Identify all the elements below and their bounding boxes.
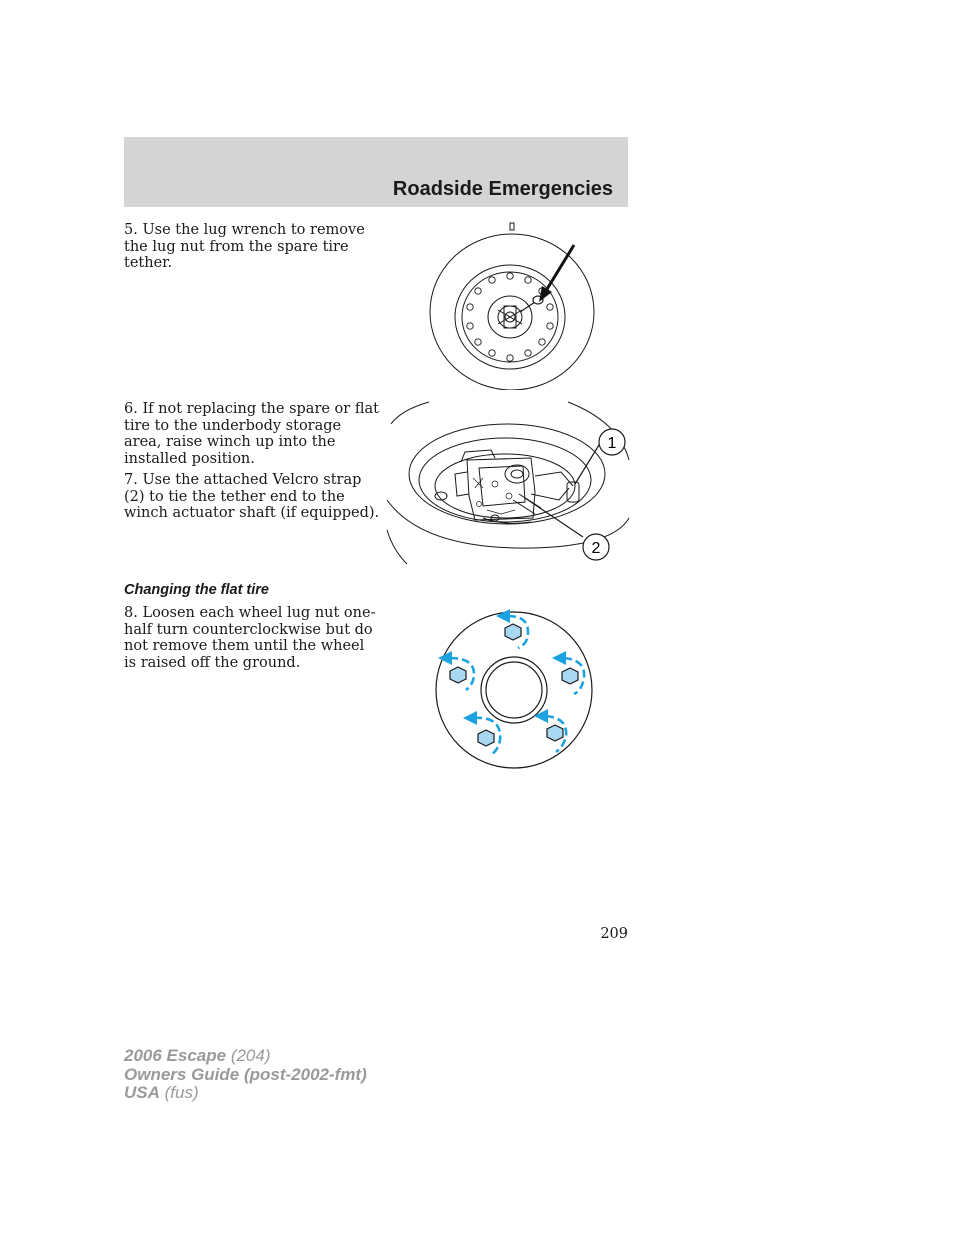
step-8-text: 8. Loosen each wheel lug nut one-half turn counterclockwise but do not remove them until the wheel is raised off the ground. <box>124 605 376 671</box>
lug-nut-icons <box>450 624 578 746</box>
spare-tire-lug-nut-figure <box>420 220 600 390</box>
callout-1-label: 1 <box>607 435 617 452</box>
footer-model-code: (204) <box>226 1046 271 1065</box>
step-6-text: 6. If not replacing the spare or flat tire to the underbody storage area, raise winch up into the installed position. <box>124 401 379 467</box>
footer-line-3 <box>124 1084 367 1103</box>
loosen-lug-nuts-figure <box>430 606 598 774</box>
document-footer <box>124 1047 367 1103</box>
callout-2-label: 2 <box>591 540 601 557</box>
footer-model: 2006 Escape <box>124 1046 227 1065</box>
section-subheading: Changing the flat tire <box>124 582 269 598</box>
page-number: 209 <box>600 926 628 942</box>
footer-market-code: (fus) <box>159 1083 199 1102</box>
footer-market: USA <box>124 1083 160 1102</box>
footer-line-2: Owners Guide (post-2002-fmt) <box>124 1064 367 1084</box>
winch-storage-figure <box>383 400 630 568</box>
footer-line-1 <box>124 1047 367 1066</box>
section-header-band <box>124 137 628 207</box>
section-title: Roadside Emergencies <box>392 178 613 200</box>
step-5-text: 5. Use the lug wrench to remove the lug nut from the spare tire tether. <box>124 222 365 271</box>
step-7-text: 7. Use the attached Velcro strap (2) to tie the tether end to the winch actuator shaft (if equipped). <box>124 472 380 521</box>
